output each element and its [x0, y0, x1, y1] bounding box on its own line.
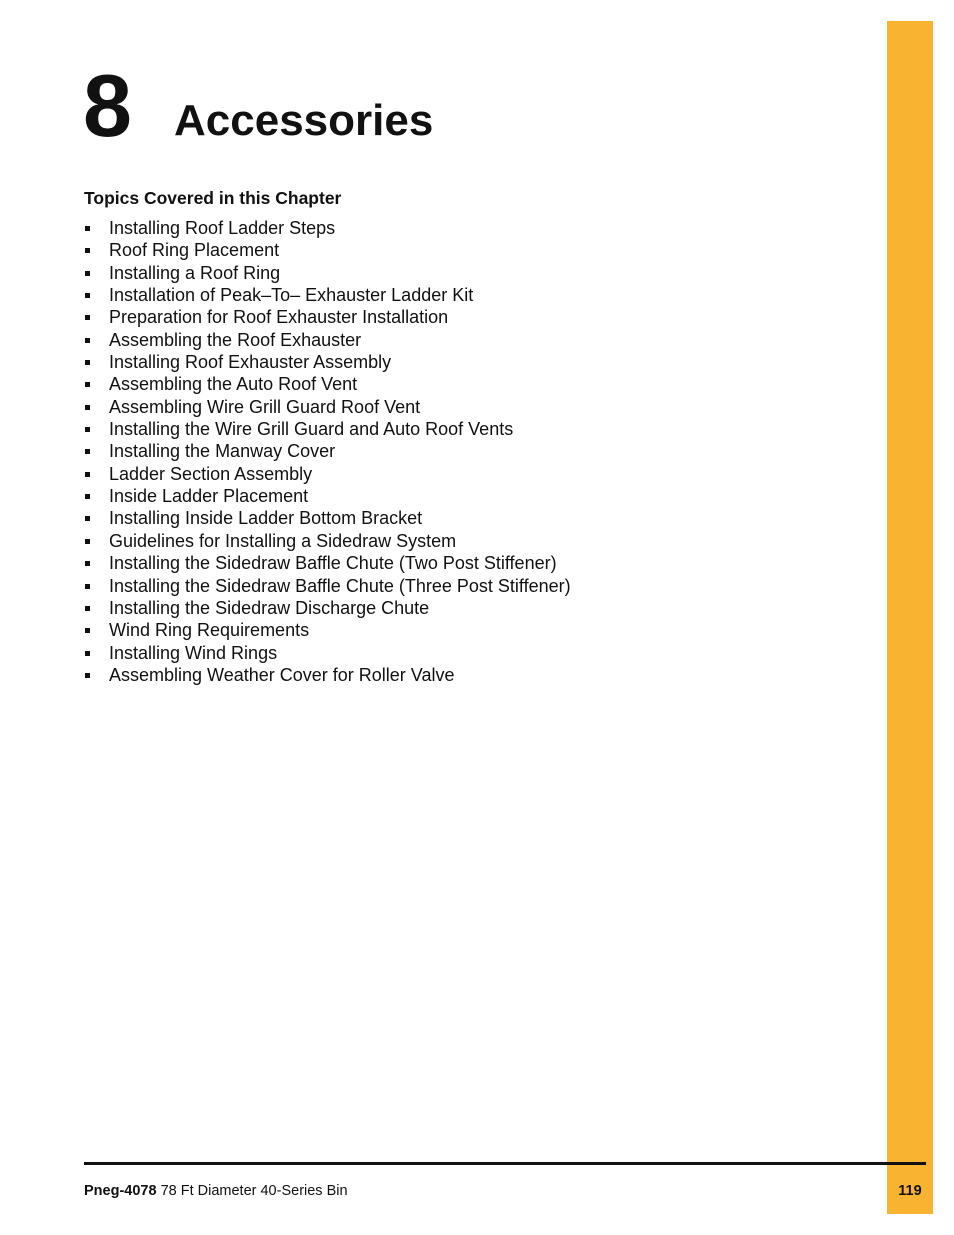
list-item [84, 284, 571, 306]
list-item-text: Installing the Manway Cover [109, 441, 336, 462]
list-item-text: Installing the Sidedraw Baffle Chute (Three Post Stiffener) [109, 575, 571, 596]
list-item-text: Roof Ring Placement [109, 240, 280, 261]
list-item-text: Preparation for Roof Exhauster Installation [109, 307, 449, 328]
list-item [84, 373, 571, 395]
bullet-icon [85, 494, 90, 499]
list-item [84, 619, 571, 641]
bullet-icon [85, 584, 90, 589]
bullet-icon [85, 382, 90, 387]
footer-document-info [84, 1183, 348, 1200]
list-item-text: Installing Wind Rings [109, 642, 278, 663]
list-item [84, 217, 571, 239]
topics-heading: Topics Covered in this Chapter [84, 188, 342, 208]
list-item-text: Installing Inside Ladder Bottom Bracket [109, 508, 423, 529]
list-item-text: Installing a Roof Ring [109, 262, 281, 283]
list-item-text: Installing the Sidedraw Baffle Chute (Two Post Stiffener) [109, 553, 557, 574]
list-item [84, 239, 571, 261]
list-item-text: Assembling Weather Cover for Roller Valve [109, 664, 455, 685]
list-item [84, 306, 571, 328]
footer-doc-title: 78 Ft Diameter 40-Series Bin [156, 1183, 348, 1199]
bullet-icon [85, 673, 90, 678]
topics-list [84, 217, 571, 686]
bullet-icon [85, 606, 90, 611]
list-item [84, 329, 571, 351]
list-item [84, 575, 571, 597]
bullet-icon [85, 561, 90, 566]
list-item [84, 262, 571, 284]
bullet-icon [85, 360, 90, 365]
list-item [84, 642, 571, 664]
list-item [84, 530, 571, 552]
bullet-icon [85, 248, 90, 253]
bullet-icon [85, 539, 90, 544]
list-item [84, 463, 571, 485]
list-item [84, 552, 571, 574]
page-number: 119 [898, 1183, 922, 1199]
list-item-text: Ladder Section Assembly [109, 463, 313, 484]
list-item-text: Assembling the Auto Roof Vent [109, 374, 358, 395]
list-item-text: Installing Roof Exhauster Assembly [109, 352, 392, 373]
bullet-icon [85, 449, 90, 454]
list-item [84, 418, 571, 440]
bullet-icon [85, 472, 90, 477]
list-item-text: Installing the Sidedraw Discharge Chute [109, 597, 430, 618]
list-item [84, 351, 571, 373]
bullet-icon [85, 226, 90, 231]
list-item [84, 396, 571, 418]
list-item-text: Inside Ladder Placement [109, 486, 309, 507]
list-item-text: Installing Roof Ladder Steps [109, 218, 336, 238]
list-item-text: Wind Ring Requirements [109, 620, 310, 641]
list-item-text: Guidelines for Installing a Sidedraw System [109, 530, 457, 551]
list-item-text: Installation of Peak–To– Exhauster Ladder Kit [109, 285, 474, 306]
bullet-icon [85, 651, 90, 656]
list-item [84, 507, 571, 529]
chapter-number: 8 [83, 56, 132, 155]
list-item [84, 485, 571, 507]
bullet-icon [85, 315, 90, 320]
list-item [84, 664, 571, 686]
chapter-side-tab [887, 21, 933, 1214]
bullet-icon [85, 338, 90, 343]
bullet-icon [85, 516, 90, 521]
list-item [84, 440, 571, 462]
chapter-title: Accessories [174, 96, 434, 145]
list-item [84, 597, 571, 619]
footer-divider [84, 1162, 926, 1165]
list-item-text: Assembling Wire Grill Guard Roof Vent [109, 396, 421, 417]
footer-doc-code: Pneg-4078 [84, 1183, 157, 1199]
list-item-text: Installing the Wire Grill Guard and Auto Roof Vents [109, 419, 514, 440]
bullet-icon [85, 628, 90, 633]
bullet-icon [85, 293, 90, 298]
list-item-text: Assembling the Roof Exhauster [109, 329, 362, 350]
bullet-icon [85, 427, 90, 432]
bullet-icon [85, 271, 90, 276]
bullet-icon [85, 405, 90, 410]
